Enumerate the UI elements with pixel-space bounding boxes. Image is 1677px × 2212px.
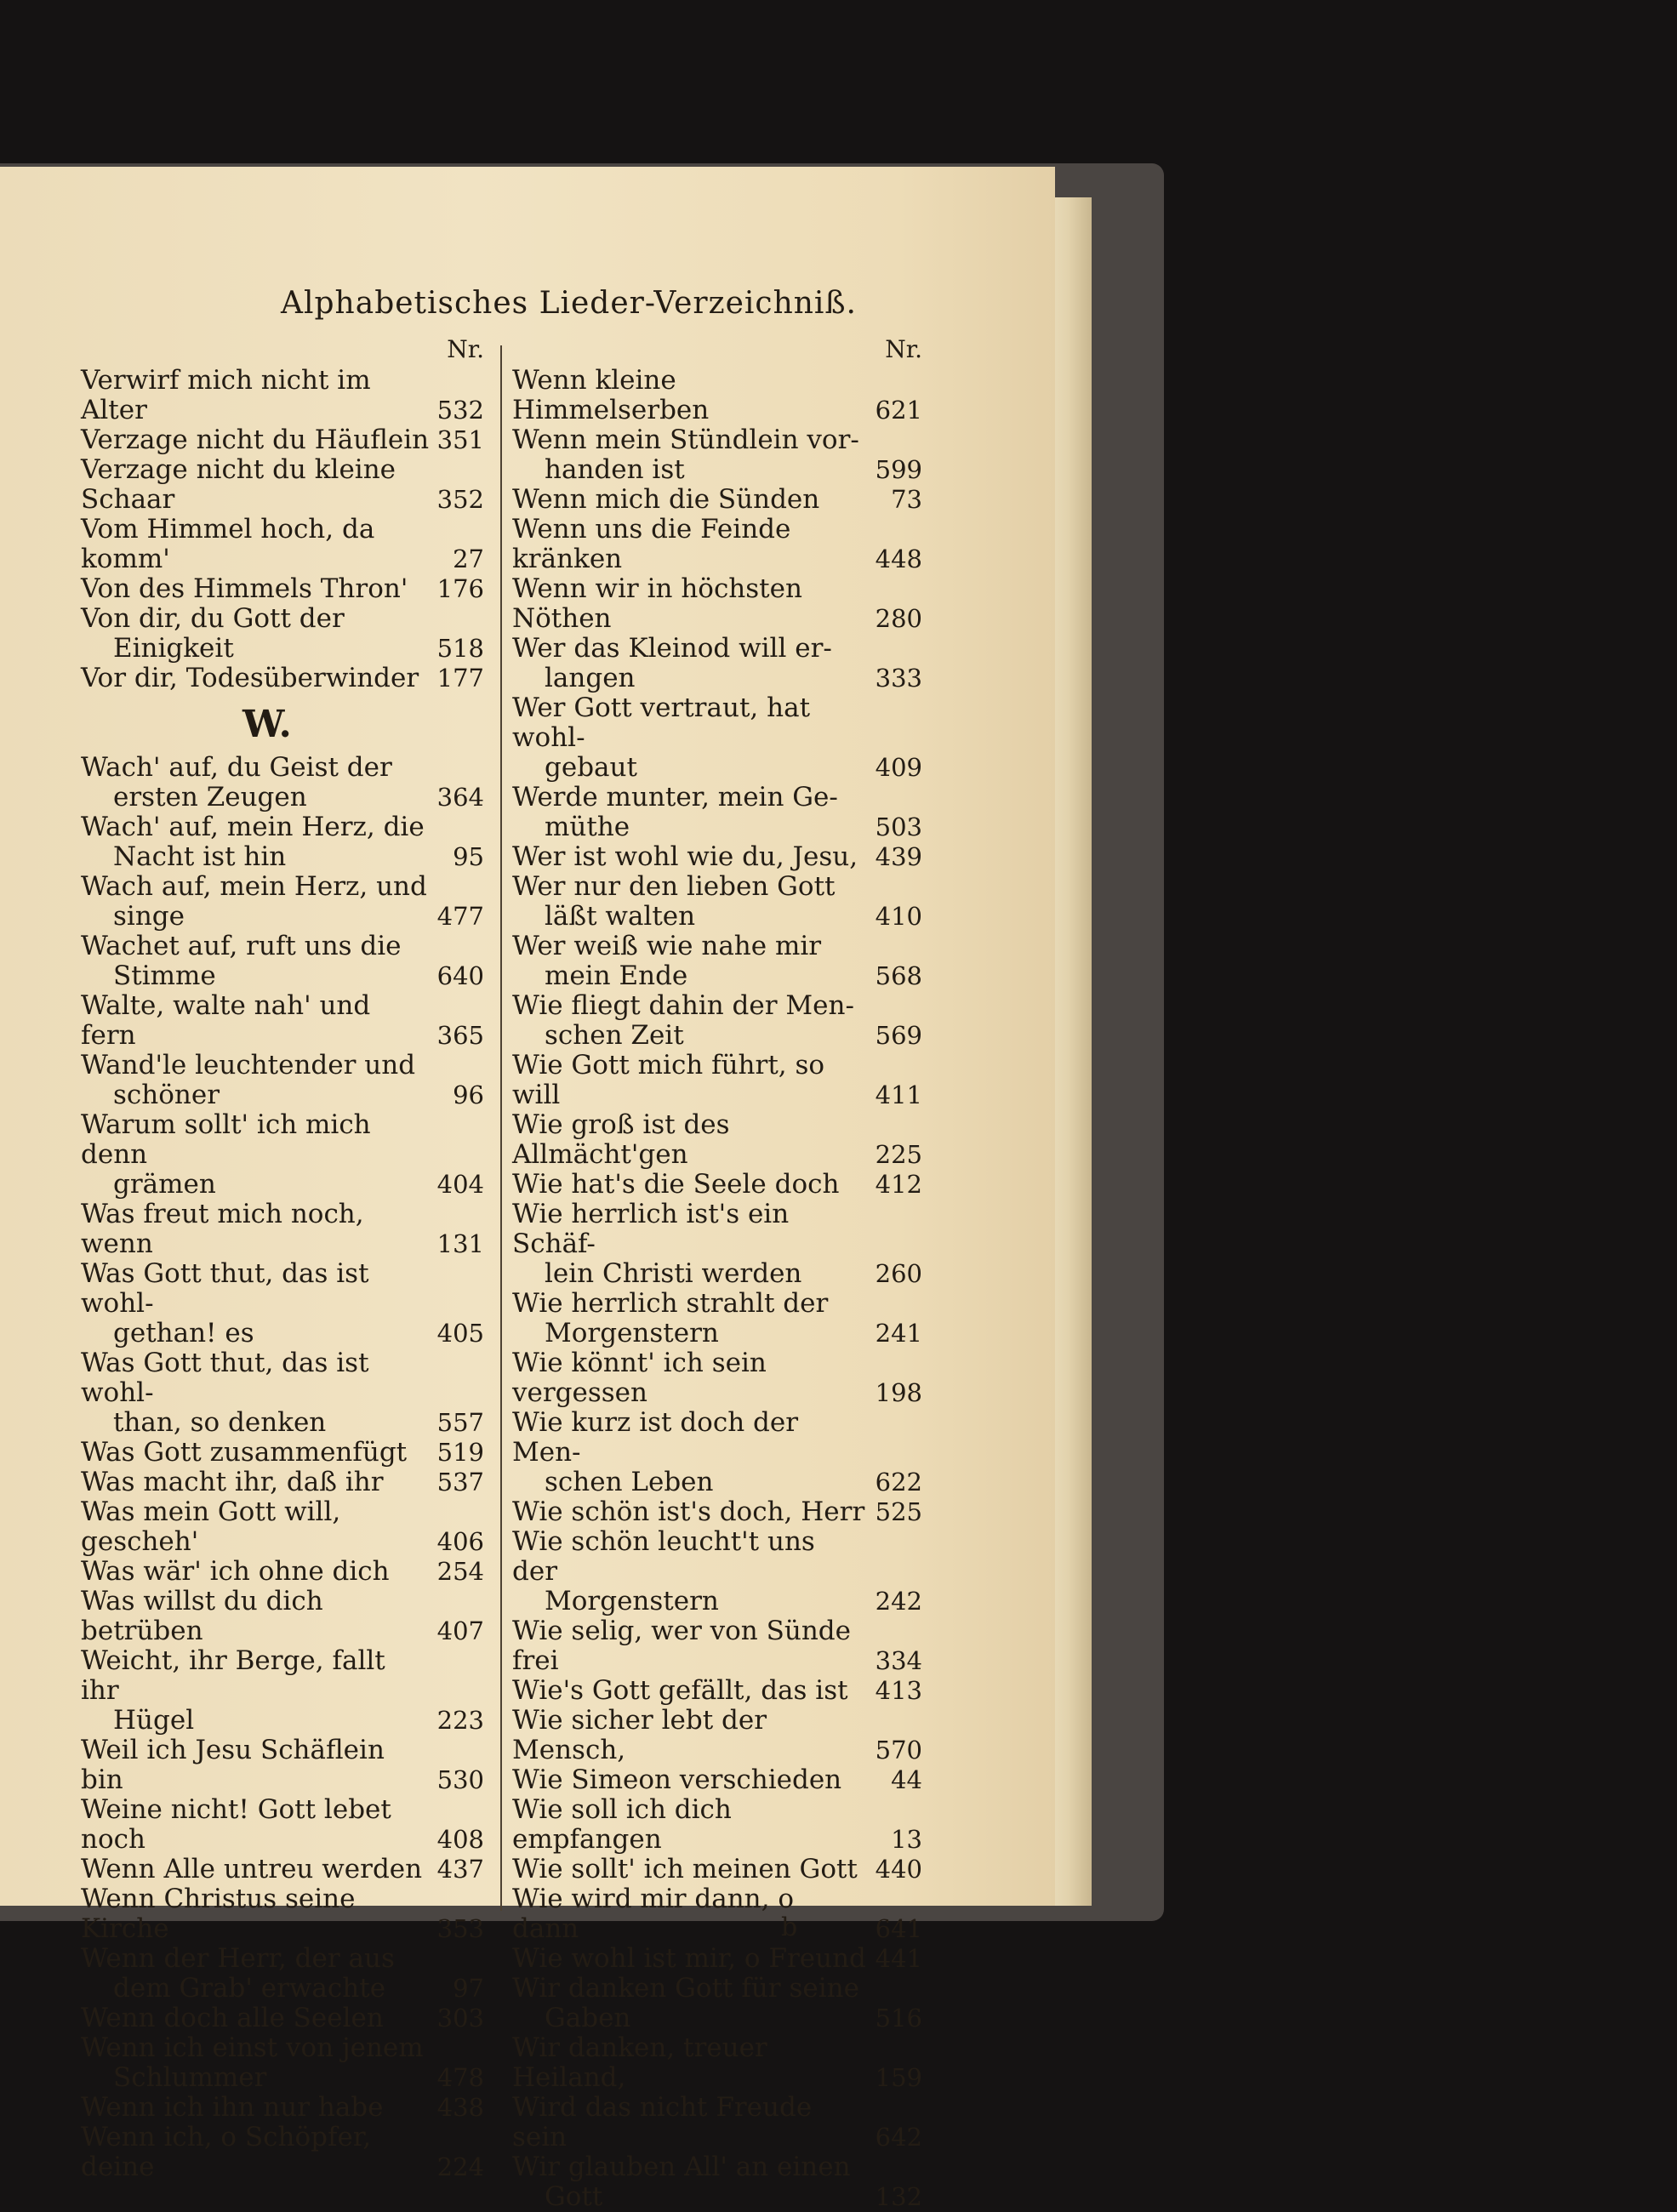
index-entry <box>81 1884 489 1944</box>
hymn-number: 406 <box>436 1527 484 1556</box>
entry-title: Wie fliegt dahin der Men- <box>512 990 854 1021</box>
hymn-number: 96 <box>453 1080 484 1109</box>
hymn-number: 411 <box>875 1080 922 1109</box>
entry-title: Wenn ich einst von jenem <box>81 2032 424 2063</box>
entry-title: Verzage nicht du kleine Schaar <box>81 454 396 515</box>
index-entry <box>512 693 927 783</box>
index-entry <box>512 634 927 693</box>
entry-title: Wenn ich, o Schöpfer, deine <box>81 2122 372 2182</box>
hymn-number: 478 <box>436 2063 484 2092</box>
index-entry <box>512 1884 927 1944</box>
entry-title: Was freut mich noch, wenn <box>81 1199 364 1259</box>
entry-title-continuation: than, so denken <box>113 1407 327 1438</box>
index-entry <box>81 1557 489 1587</box>
index-entry <box>81 991 489 1051</box>
hymn-number: 557 <box>436 1408 484 1437</box>
entry-title: Walte, walte nah' und fern <box>81 990 371 1051</box>
hymn-number: 642 <box>875 2123 922 2152</box>
index-entry <box>81 515 489 574</box>
hymn-number: 441 <box>875 1944 922 1973</box>
index-entry <box>81 1587 489 1646</box>
entry-title: Wie hat's die Seele doch <box>512 1169 840 1200</box>
hymn-number: 437 <box>436 1855 484 1884</box>
index-entry <box>512 842 927 872</box>
hymn-number: 351 <box>436 425 484 454</box>
index-entry <box>512 1676 927 1706</box>
entry-title: Wie selig, wer von Sünde frei <box>512 1616 851 1676</box>
index-entry <box>81 2123 489 2182</box>
entry-title: Wie's Gott gefällt, das ist <box>512 1675 848 1706</box>
hymn-number: 132 <box>875 2182 922 2211</box>
index-entry <box>81 1795 489 1855</box>
index-entry <box>512 1527 927 1616</box>
entry-title-continuation: grämen <box>113 1169 216 1200</box>
hymn-number: 73 <box>891 485 922 514</box>
entry-title: Wer nur den lieben Gott <box>512 871 836 902</box>
index-entry <box>512 1616 927 1676</box>
entry-title: Wenn der Herr, der aus <box>81 1943 395 1974</box>
index-entry <box>512 872 927 932</box>
entry-title: Wenn Alle untreu werden <box>81 1854 423 1884</box>
hymn-number: 353 <box>436 1914 484 1943</box>
entry-title-continuation: Einigkeit <box>113 633 234 664</box>
entry-title: Wie Gott mich führt, so will <box>512 1050 825 1110</box>
hymn-number: 525 <box>875 1497 922 1526</box>
index-entry <box>81 1438 489 1468</box>
entry-title: Wie sollt' ich meinen Gott <box>512 1854 858 1884</box>
entry-title: Wand'le leuchtender und <box>81 1050 416 1080</box>
index-entry <box>81 1855 489 1884</box>
right-column <box>512 334 927 2212</box>
index-entry <box>81 1468 489 1497</box>
hymn-number: 621 <box>875 396 922 425</box>
hymn-number: 242 <box>875 1587 922 1616</box>
entry-title-continuation: Schlummer <box>113 2062 267 2093</box>
index-page <box>0 167 1055 2212</box>
hymn-number: 364 <box>436 783 484 812</box>
index-entry <box>512 1497 927 1527</box>
hymn-number: 333 <box>875 664 922 693</box>
index-entry <box>512 1170 927 1200</box>
index-entry <box>81 1348 489 1438</box>
entry-title: Wie kurz ist doch der Men- <box>512 1407 799 1468</box>
entry-list <box>512 366 927 2212</box>
index-entry <box>512 1348 927 1408</box>
entry-title: Wir danken Gott für seine <box>512 1973 859 2004</box>
entry-title: Wie herrlich ist's ein Schäf- <box>512 1199 790 1259</box>
hymn-number: 407 <box>436 1616 484 1645</box>
entry-title: Was willst du dich betrüben <box>81 1586 323 1646</box>
entry-title: Wenn uns die Feinde kränken <box>512 514 791 574</box>
index-entry <box>512 485 927 515</box>
hymn-number: 44 <box>891 1765 922 1794</box>
hymn-number: 503 <box>875 812 922 841</box>
hymn-number: 641 <box>875 1914 922 1943</box>
entry-title: Wir danken, treuer Heiland, <box>512 2032 767 2093</box>
hymn-number: 622 <box>875 1468 922 1497</box>
index-entry <box>81 753 489 812</box>
index-entry <box>512 574 927 634</box>
index-entry <box>81 1200 489 1259</box>
hymn-number: 519 <box>436 1438 484 1467</box>
index-entry <box>512 2033 927 2093</box>
index-entry <box>512 1110 927 1170</box>
entry-title: Wer weiß wie nahe mir <box>512 931 822 961</box>
hymn-number: 408 <box>436 1825 484 1854</box>
index-entry <box>81 1110 489 1200</box>
entry-title: Wenn ich ihn nur habe <box>81 2092 384 2123</box>
entry-title: Was macht ihr, daß ihr <box>81 1467 384 1497</box>
index-entry <box>512 783 927 842</box>
hymn-number: 225 <box>875 1140 922 1169</box>
entry-title: Wenn Christus seine Kirche <box>81 1884 356 1944</box>
entry-title: Werde munter, mein Ge- <box>512 782 838 812</box>
index-entry <box>512 1706 927 1765</box>
entry-title-continuation: müthe <box>545 812 630 842</box>
entry-title: Wer das Kleinod will er- <box>512 633 832 664</box>
index-entry <box>512 2093 927 2152</box>
hymn-number: 537 <box>436 1468 484 1497</box>
hymn-number: 413 <box>875 1676 922 1705</box>
entry-title: Wenn wir in höchsten Nöthen <box>512 573 802 634</box>
index-entry <box>512 2152 927 2212</box>
entry-title: Was Gott zusammenfügt <box>81 1437 408 1468</box>
entry-title: Wach auf, mein Herz, und <box>81 871 427 902</box>
entry-title: Wenn kleine Himmelserben <box>512 365 710 425</box>
index-entry <box>81 455 489 515</box>
hymn-number: 440 <box>875 1855 922 1884</box>
hymn-number: 176 <box>436 574 484 603</box>
index-entry <box>81 604 489 664</box>
hymn-number: 412 <box>875 1170 922 1199</box>
hymn-number: 405 <box>436 1319 484 1348</box>
entry-title: Weine nicht! Gott lebet noch <box>81 1794 391 1855</box>
index-entry <box>81 1497 489 1557</box>
index-entry <box>81 1259 489 1348</box>
column-divider <box>500 345 502 1911</box>
entry-title: Weil ich Jesu Schäflein bin <box>81 1735 385 1795</box>
index-entry <box>81 1944 489 2004</box>
hymn-number: 477 <box>436 902 484 931</box>
entry-title: Wie sicher lebt der Mensch, <box>512 1705 767 1765</box>
entry-title-continuation: gethan! es <box>113 1318 254 1348</box>
entry-title: Wie schön leucht't uns der <box>512 1526 815 1587</box>
entry-title-continuation: Hügel <box>113 1705 195 1736</box>
entry-title: Wie groß ist des Allmächt'gen <box>512 1109 730 1170</box>
index-entry <box>512 366 927 425</box>
entry-title: Was Gott thut, das ist wohl- <box>81 1348 369 1408</box>
signature-mark: b <box>781 1913 798 1942</box>
entry-title-continuation: Gaben <box>545 2003 631 2033</box>
entry-title-continuation: Morgenstern <box>545 1318 719 1348</box>
entry-title: Wird das nicht Freude sein <box>512 2092 813 2152</box>
entry-title: Wie könnt' ich sein vergessen <box>512 1348 767 1408</box>
hymn-number: 95 <box>453 842 484 871</box>
entry-title-continuation: Stimme <box>113 961 216 991</box>
entry-title: Von des Himmels Thron' <box>81 573 408 604</box>
index-entry <box>81 812 489 872</box>
entry-title-continuation: schen Zeit <box>545 1020 684 1051</box>
index-entry <box>512 1289 927 1348</box>
hymn-number: 410 <box>875 902 922 931</box>
entry-title-continuation: schen Leben <box>545 1467 714 1497</box>
index-entry <box>512 1795 927 1855</box>
entry-title: Wenn doch alle Seelen <box>81 2003 384 2033</box>
hymn-number: 404 <box>436 1170 484 1199</box>
entry-title: Wer ist wohl wie du, Jesu, <box>512 841 858 872</box>
hymn-number: 599 <box>875 455 922 484</box>
entry-title-continuation: ersten Zeugen <box>113 782 307 812</box>
entry-title: Wie wohl ist mir, o Freund <box>512 1943 866 1974</box>
entry-title: Warum sollt' ich mich denn <box>81 1109 371 1170</box>
entry-title: Wie herrlich strahlt der <box>512 1288 829 1319</box>
entry-title: Wenn mein Stündlein vor- <box>512 425 859 455</box>
hymn-number: 516 <box>875 2004 922 2032</box>
hymn-number: 439 <box>875 842 922 871</box>
index-entry <box>81 1646 489 1736</box>
entry-title: Was Gott thut, das ist wohl- <box>81 1258 369 1319</box>
hymn-number: 518 <box>436 634 484 663</box>
entry-title-continuation: handen ist <box>545 454 685 485</box>
hymn-number: 334 <box>875 1646 922 1675</box>
hymn-number: 177 <box>436 664 484 693</box>
entry-list <box>81 366 489 693</box>
entry-title: Wie Simeon verschieden <box>512 1764 842 1795</box>
hymn-number: 303 <box>436 2004 484 2032</box>
entry-title: Wir glauben All' an einen <box>512 2152 851 2182</box>
entry-title: Vom Himmel hoch, da komm' <box>81 514 375 574</box>
index-entry <box>81 425 489 455</box>
hymn-number: 97 <box>453 1974 484 2003</box>
hymn-number: 159 <box>875 2063 922 2092</box>
hymn-number: 409 <box>875 753 922 782</box>
entry-title: Wenn mich die Sünden <box>512 484 820 515</box>
hymn-number: 27 <box>453 544 484 573</box>
index-entry <box>512 932 927 991</box>
index-entry <box>512 515 927 574</box>
entry-title-continuation: lein Christi werden <box>545 1258 802 1289</box>
entry-title: Wachet auf, ruft uns die <box>81 931 402 961</box>
hymn-number: 569 <box>875 1021 922 1050</box>
hymn-number: 365 <box>436 1021 484 1050</box>
index-entry <box>512 1051 927 1110</box>
entry-title: Wie schön ist's doch, Herr <box>512 1497 865 1527</box>
index-entry <box>81 574 489 604</box>
entry-title: Wie wird mir dann, o dann <box>512 1884 795 1944</box>
index-entry <box>81 664 489 693</box>
index-entry <box>512 1200 927 1289</box>
index-entry <box>512 1855 927 1884</box>
page-title: Alphabetisches Lieder-Verzeichniß. <box>281 286 857 321</box>
entry-title-continuation: läßt walten <box>545 901 696 932</box>
hymn-number: 260 <box>875 1259 922 1288</box>
index-entry <box>512 425 927 485</box>
hymn-number: 254 <box>436 1557 484 1586</box>
entry-title-continuation: schöner <box>113 1080 220 1110</box>
entry-title: Wach' auf, du Geist der <box>81 752 392 783</box>
nr-header: Nr. <box>447 335 484 363</box>
section-letter: W. <box>242 703 292 746</box>
hymn-number: 224 <box>436 2152 484 2181</box>
index-entry <box>512 1765 927 1795</box>
entry-list <box>81 753 489 2182</box>
index-entry <box>81 2093 489 2123</box>
entry-title-continuation: langen <box>545 663 636 693</box>
entry-title-continuation: dem Grab' erwachte <box>113 1973 386 2004</box>
entry-title-continuation: gebaut <box>545 752 637 783</box>
hymn-number: 223 <box>436 1706 484 1735</box>
entry-title-continuation: mein Ende <box>545 961 688 991</box>
entry-title: Vor dir, Todesüberwinder <box>81 663 419 693</box>
entry-title: Was wär' ich ohne dich <box>81 1556 390 1587</box>
index-entry <box>512 1408 927 1497</box>
entry-title-continuation: Gott <box>545 2181 603 2212</box>
entry-title: Verwirf mich nicht im Alter <box>81 365 371 425</box>
index-entry <box>81 2004 489 2033</box>
entry-title-continuation: Morgenstern <box>545 1586 719 1616</box>
hymn-number: 570 <box>875 1736 922 1764</box>
entry-title-continuation: singe <box>113 901 185 932</box>
hymn-number: 448 <box>875 544 922 573</box>
entry-title: Was mein Gott will, gescheh' <box>81 1497 341 1557</box>
index-entry <box>81 2033 489 2093</box>
hymn-number: 438 <box>436 2093 484 2122</box>
hymn-number: 530 <box>436 1765 484 1794</box>
entry-title-continuation: Nacht ist hin <box>113 841 287 872</box>
hymn-number: 13 <box>891 1825 922 1854</box>
entry-title: Wie soll ich dich empfangen <box>512 1794 732 1855</box>
index-entry <box>81 932 489 991</box>
left-column <box>81 334 489 2182</box>
entry-title: Von dir, du Gott der <box>81 603 345 634</box>
hymn-number: 352 <box>436 485 484 514</box>
index-entry <box>81 872 489 932</box>
hymn-number: 532 <box>436 396 484 425</box>
hymn-number: 280 <box>875 604 922 633</box>
nr-header: Nr. <box>885 335 922 363</box>
index-entry <box>512 1974 927 2033</box>
hymn-number: 568 <box>875 961 922 990</box>
hymn-number: 198 <box>875 1378 922 1407</box>
hymn-number: 131 <box>436 1229 484 1258</box>
hymn-number: 640 <box>436 961 484 990</box>
index-entry <box>81 1736 489 1795</box>
hymn-number: 241 <box>875 1319 922 1348</box>
entry-title: Weicht, ihr Berge, fallt ihr <box>81 1645 385 1706</box>
index-entry <box>512 1944 927 1974</box>
entry-title: Verzage nicht du Häuflein <box>81 425 430 455</box>
entry-title: Wach' auf, mein Herz, die <box>81 812 425 842</box>
index-entry <box>81 366 489 425</box>
index-entry <box>512 991 927 1051</box>
index-entry <box>81 1051 489 1110</box>
entry-title: Wer Gott vertraut, hat wohl- <box>512 693 811 753</box>
